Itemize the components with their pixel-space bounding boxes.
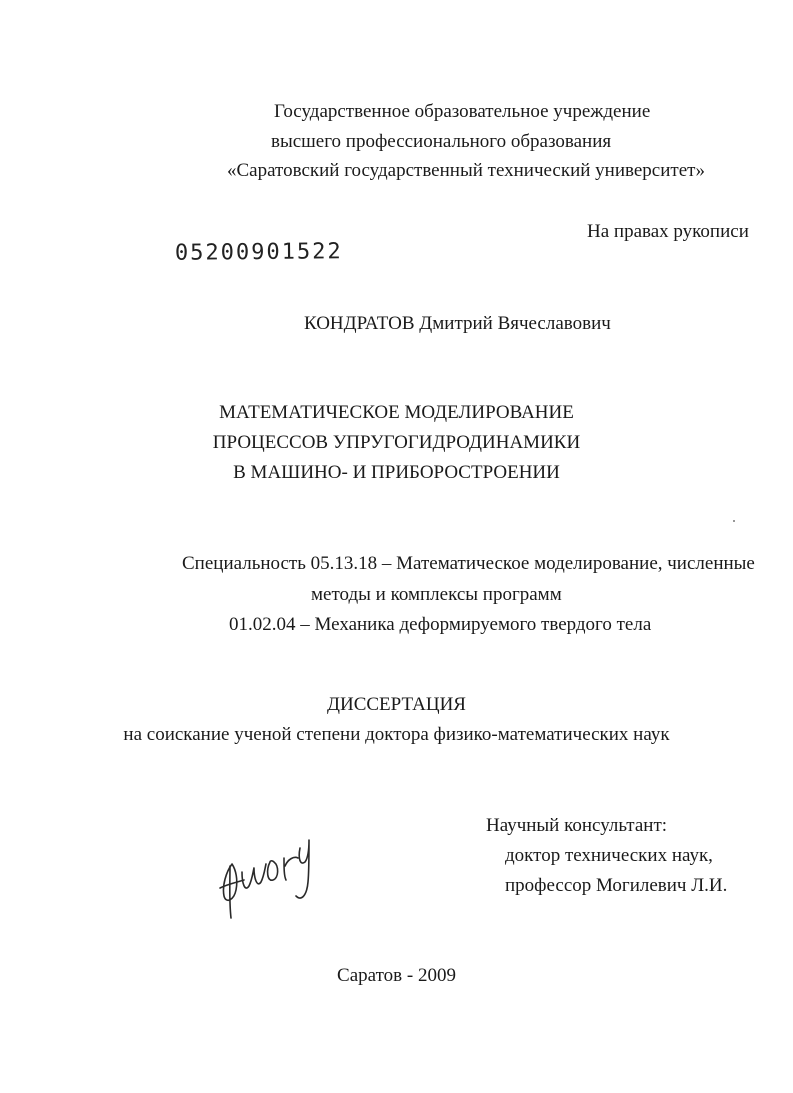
manuscript-rights: На правах рукописи xyxy=(587,221,749,242)
advisor-label: Научный консультант: xyxy=(486,815,668,836)
thesis-title-line-3: В МАШИНО- И ПРИБОРОСТРОЕНИИ xyxy=(233,462,560,483)
advisor-degree: доктор технических наук, xyxy=(505,845,713,866)
degree-sought: на соискание ученой степени доктора физико-математических наук xyxy=(123,724,670,745)
institution-line-2: высшего профессионального образования xyxy=(271,131,612,152)
thesis-title-line-1: МАТЕМАТИЧЕСКОЕ МОДЕЛИРОВАНИЕ xyxy=(219,402,574,423)
handwritten-signature xyxy=(212,826,322,922)
registry-number-stamp: 05200901522 xyxy=(174,239,343,266)
document-type: ДИССЕРТАЦИЯ xyxy=(327,694,466,715)
speck xyxy=(733,520,735,522)
author-name: КОНДРАТОВ Дмитрий Вячеславович xyxy=(304,313,611,334)
specialty-line-2: методы и комплексы программ xyxy=(311,584,562,605)
advisor-name: профессор Могилевич Л.И. xyxy=(505,875,728,896)
thesis-title-line-2: ПРОЦЕССОВ УПРУГОГИДРОДИНАМИКИ xyxy=(212,432,581,453)
institution-line-3: «Саратовский государственный технический университет» xyxy=(227,160,705,181)
specialty-line-1: Специальность 05.13.18 – Математическое моделирование, численные xyxy=(182,553,755,574)
institution-line-1: Государственное образовательное учреждение xyxy=(274,101,651,122)
city-year: Саратов - 2009 xyxy=(337,965,456,986)
specialty-line-3: 01.02.04 – Механика деформируемого твердого тела xyxy=(229,614,652,635)
